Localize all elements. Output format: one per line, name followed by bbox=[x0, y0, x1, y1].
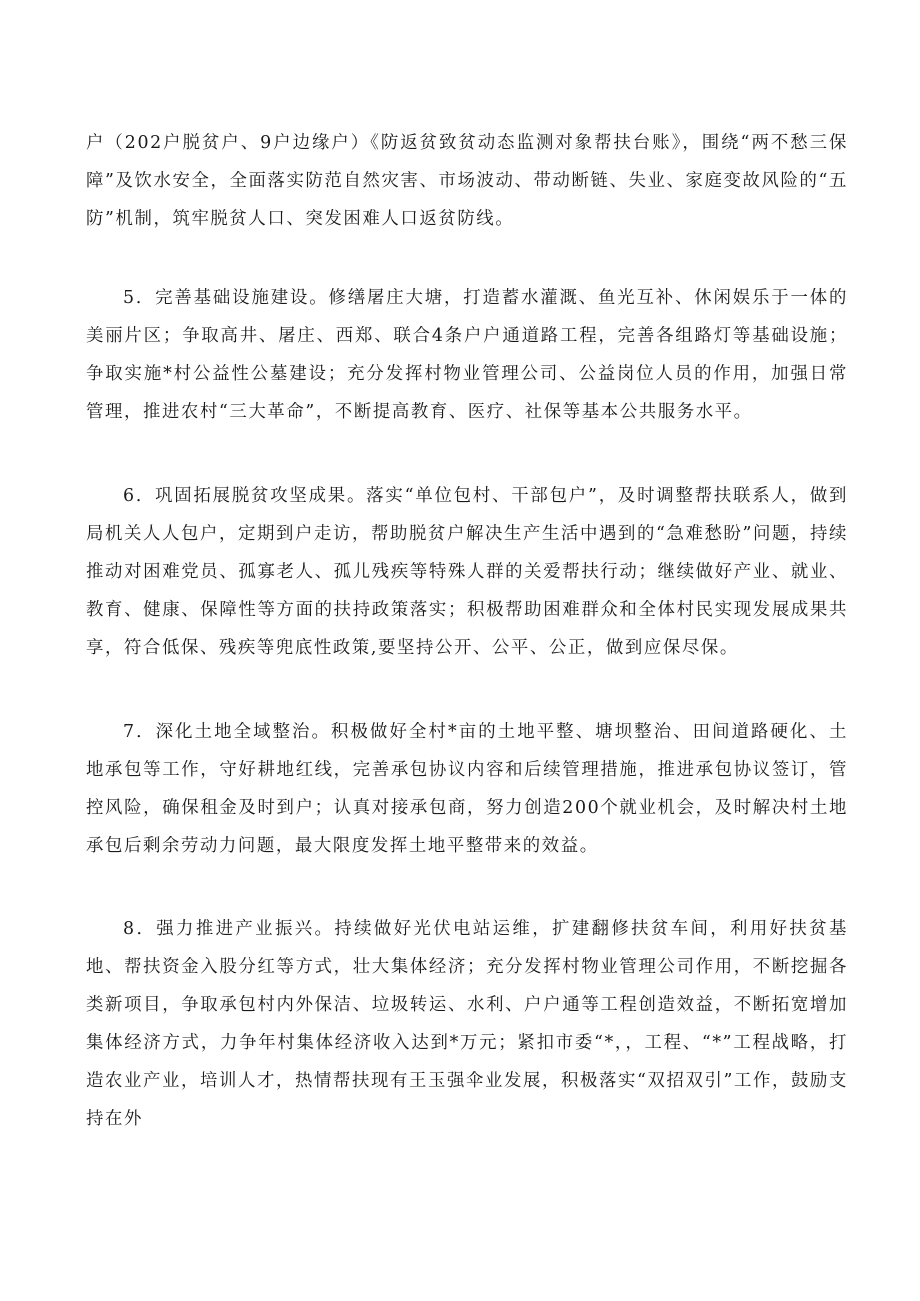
paragraph-item-7-land-consolidation: 7．深化土地全域整治。积极做好全村*亩的土地平整、塘坝整治、田间道路硬化、土地承包等工作，守好耕地红线，完善承包协议内容和后续管理措施，推进承包协议签订，管控风险，确保租金及时到户；认真对接承包商，努力创造200个就业机会，及时解决村土地承包后剩余劳动力问题，最大限度发挥土地平整带来的效益。 bbox=[86, 722, 848, 856]
paragraph-item-6-poverty-alleviation: 6．巩固拓展脱贫攻坚成果。落实“单位包村、干部包户”，及时调整帮扶联系人，做到局机关人人包户，定期到户走访，帮助脱贫户解决生产生活中遇到的“急难愁盼”问题，持续推动对困难党员、孤寡老人、孤儿残疾等特殊人群的关爱帮扶行动；继续做好产业、就业、教育、健康、保障性等方面的扶持政策落实；积极帮助困难群众和全体村民实现发展成果共享，符合低保、残疾等兜底性政策,要坚持公开、公平、公正，做到应保尽保。 bbox=[86, 486, 848, 658]
paragraph-item-5-infrastructure: 5．完善基础设施建设。修缮屠庄大塘，打造蓄水灌溉、鱼光互补、休闲娱乐于一体的美丽片区；争取高井、屠庄、西郑、联合4条户户通道路工程，完善各组路灯等基础设施；争取实施*村公益性公墓建设；充分发挥村物业管理公司、公益岗位人员的作用，加强日常管理，推进农村“三大革命”，不断提高教育、医疗、社保等基本公共服务水平。 bbox=[86, 288, 848, 422]
paragraph-item-8-industry-revitalization: 8．强力推进产业振兴。持续做好光伏电站运维，扩建翻修扶贫车间，利用好扶贫基地、帮扶资金入股分红等方式，壮大集体经济；充分发挥村物业管理公司作用，不断挖掘各类新项目，争取承包村内外保洁、垃圾转运、水利、户户通等工程创造效益，不断拓宽增加集体经济方式，力争年村集体经济收入达到*万元；紧扣市委“*，，工程、“*”工程战略，打造农业产业，培训人才，热情帮扶现有王玉强伞业发展，积极落实“双招双引”工作，鼓励支持在外 bbox=[86, 919, 848, 1129]
paragraph-continuation: 户（202户脱贫户、9户边缘户）《防返贫致贫动态监测对象帮扶台账》，围绕“两不愁三保障”及饮水安全，全面落实防范自然灾害、市场波动、带动断链、失业、家庭变故风险的“五防”机制，筑牢脱贫人口、突发困难人口返贫防线。 bbox=[86, 133, 848, 229]
